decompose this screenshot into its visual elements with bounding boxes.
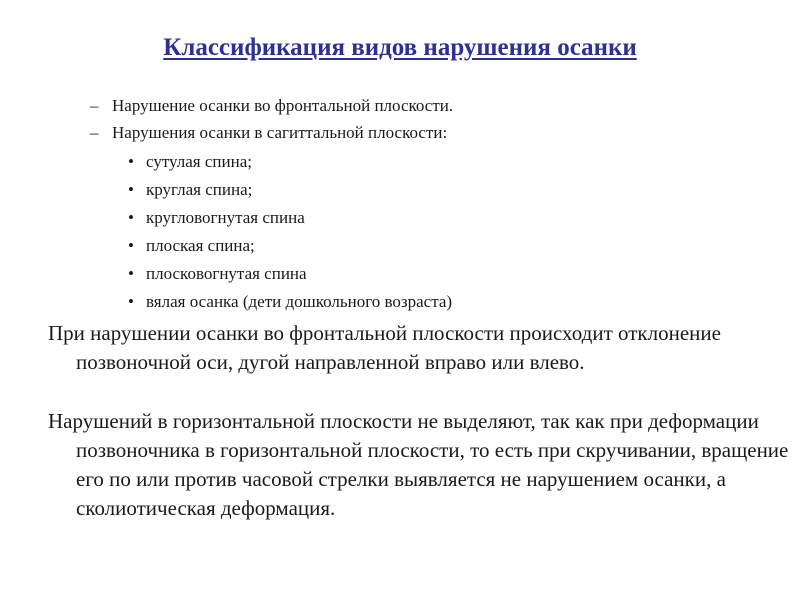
paragraph-horizontal: Нарушений в горизонтальной плоскости не выделяют, так как при деформации позвоночника в горизонтальной плоскости, то есть при скручивании, вращение его по или против часовой стрелки выявляется не нарушением осанки, а сколиотическая деформация.	[48, 409, 789, 520]
paragraph-frontal: При нарушении осанки во фронтальной плоскости происходит отклонение позвоночной оси, дугой направленной вправо или влево.	[48, 321, 721, 374]
bullet-list	[128, 148, 768, 316]
bullet-item	[128, 148, 768, 176]
bullet-item	[128, 204, 768, 232]
bullet-icon: •	[128, 208, 134, 227]
dash-marker: –	[90, 123, 99, 142]
bullet-icon: •	[128, 180, 134, 199]
dash-item	[90, 119, 770, 146]
slide-title: Классификация видов нарушения осанки	[163, 34, 637, 61]
bullet-item	[128, 288, 768, 316]
bullet-icon: •	[128, 236, 134, 255]
bullet-item-text: сутулая спина;	[146, 152, 252, 171]
dash-marker: –	[90, 96, 99, 115]
bullet-icon: •	[128, 292, 134, 311]
bullet-item	[128, 260, 768, 288]
bullet-item-text: плоская спина;	[146, 236, 255, 255]
bullet-item	[128, 176, 768, 204]
dash-item	[90, 92, 770, 119]
bullet-item	[128, 232, 768, 260]
bullet-icon: •	[128, 152, 134, 171]
bullet-item-text: круглая спина;	[146, 180, 253, 199]
dash-item-text: Нарушения осанки в сагиттальной плоскости:	[112, 123, 448, 142]
bullet-item-text: кругловогнутая спина	[146, 208, 305, 227]
dash-item-text: Нарушение осанки во фронтальной плоскости.	[112, 96, 454, 115]
bullet-icon: •	[128, 264, 134, 283]
bullet-item-text: плосковогнутая спина	[146, 264, 307, 283]
bullet-item-text: вялая осанка (дети дошкольного возраста)	[146, 292, 453, 311]
dash-list	[90, 92, 770, 146]
